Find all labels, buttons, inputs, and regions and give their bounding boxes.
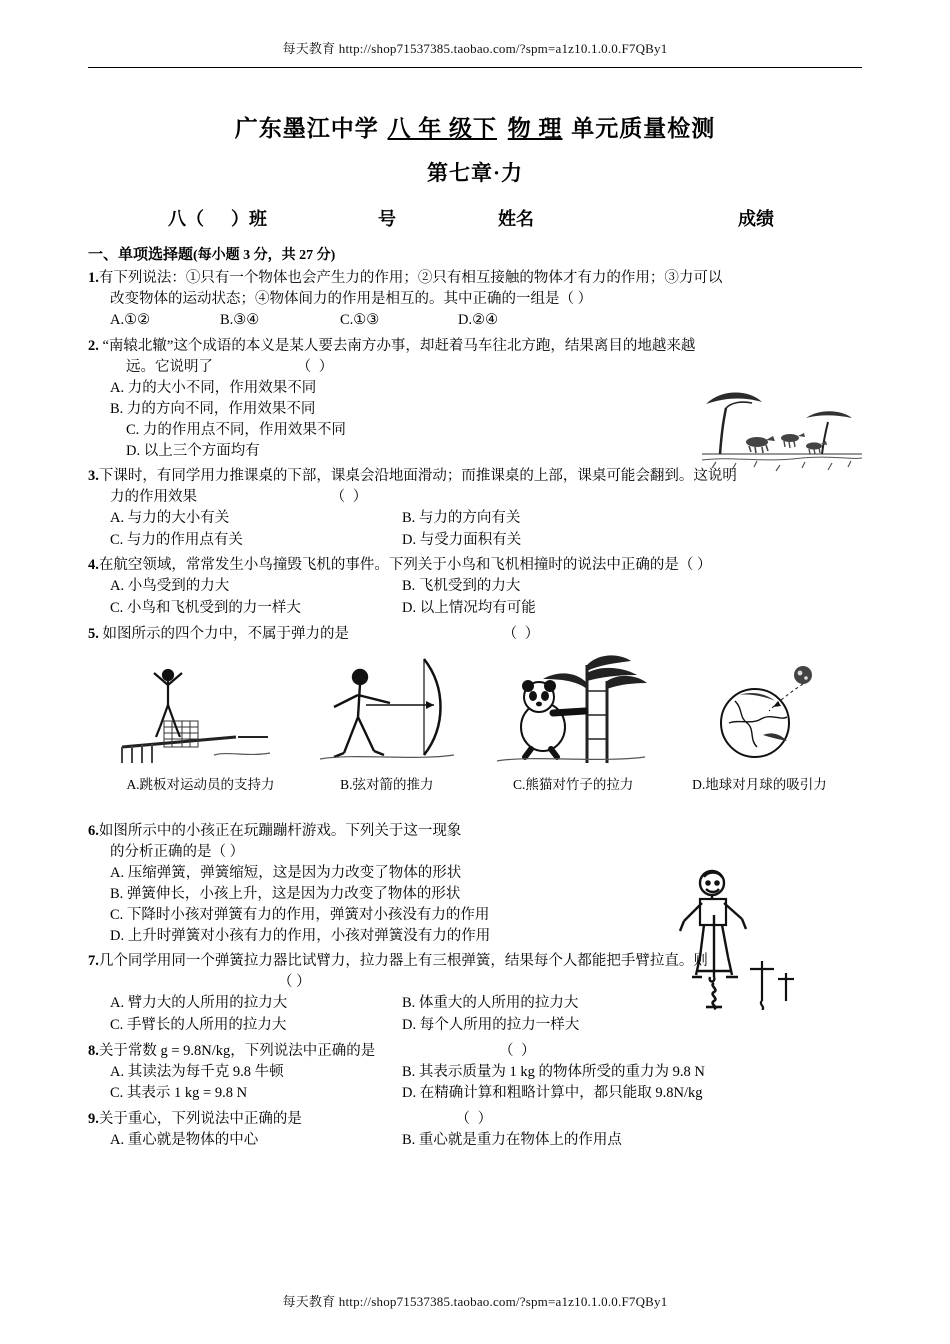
question-2-option-d[interactable]: D. 以上三个方面均有 <box>126 442 260 459</box>
question-9-options-row1 <box>88 1130 862 1152</box>
figure-diving-board <box>118 651 283 793</box>
question-1-option-d[interactable]: D.②④ <box>458 312 499 329</box>
score-field: 成绩 <box>738 209 774 229</box>
question-2-answer-blank[interactable]: （ ） <box>296 358 336 375</box>
question-1-option-c[interactable]: C.①③ <box>340 312 380 329</box>
question-9-stem: 关于重心，下列说法中正确的是 <box>98 1111 302 1128</box>
question-1-option-a[interactable]: A.①② <box>110 312 151 329</box>
question-6-stem-line2: 的分析正确的是（ ） <box>110 843 245 860</box>
question-6-number: 6. <box>88 822 99 839</box>
figure-d-caption: D.地球对月球的吸引力 <box>692 776 827 792</box>
question-7-answer-blank[interactable]: （ ） <box>278 974 311 991</box>
question-9-option-b[interactable]: B. 重心就是重力在物体上的作用点 <box>402 1132 622 1149</box>
question-1-number: 1. <box>88 270 99 286</box>
question-4-option-a[interactable]: A. 小鸟受到的力大 <box>110 578 230 595</box>
figure-c-caption: C.熊猫对竹子的拉力 <box>512 776 634 792</box>
figure-panda-bamboo <box>491 651 656 793</box>
class-field: 八（ ）班 <box>168 209 267 229</box>
question-5-number: 5. <box>88 625 99 642</box>
question-3-options-row1 <box>88 508 862 530</box>
question-1-stem-line2: 改变物体的运动状态；④物体间力的作用是相互的。其中正确的一组是（ ） <box>110 291 593 308</box>
savanna-illustration-svg <box>702 368 862 478</box>
question-2-option-b[interactable]: B. 力的方向不同，作用效果不同 <box>110 400 316 417</box>
question-3-answer-blank[interactable]: （ ） <box>330 488 370 505</box>
question-6-option-a[interactable]: A. 压缩弹簧，弹簧缩短，这是因为力改变了物体的形状 <box>110 864 462 881</box>
question-8-option-c[interactable]: C. 其表示 1 kg = 9.8 N <box>110 1085 248 1102</box>
title-school: 广东墨江中学 <box>234 116 379 141</box>
question-4-stem-line1: 在航空领域，常常发生小鸟撞毁飞机的事件。下列关于小鸟和飞机相撞时的说法中正确的是（ ） <box>98 557 712 574</box>
question-7-option-a[interactable]: A. 臂力大的人所用的拉力大 <box>110 995 288 1012</box>
question-8-option-b[interactable]: B. 其表示质量为 1 kg 的物体所受的重力为 9.8 N <box>402 1063 705 1080</box>
title-grade: 八 年 级下 <box>387 116 497 141</box>
question-7-option-d[interactable]: D. 每个人所用的拉力一样大 <box>402 1016 580 1033</box>
question-2-option-a[interactable]: A. 力的大小不同，作用效果不同 <box>110 379 317 396</box>
question-3-number: 3. <box>88 467 99 484</box>
question-7-options-row2 <box>88 1015 862 1037</box>
question-7-options-row1 <box>88 993 862 1015</box>
number-field: 号 <box>378 209 396 229</box>
question-3-option-a[interactable]: A. 与力的大小有关 <box>110 509 230 526</box>
question-6-option-c[interactable]: C. 下降时小孩对弹簧有力的作用，弹簧对小孩没有力的作用 <box>110 907 490 923</box>
question-4-options-row2 <box>88 598 862 620</box>
question-4-option-b[interactable]: B. 飞机受到的力大 <box>402 578 521 595</box>
question-8 <box>88 1041 862 1106</box>
question-8-option-a[interactable]: A. 其读法为每千克 9.8 牛顿 <box>110 1063 284 1080</box>
title-suffix: 单元质量检测 <box>571 116 716 141</box>
question-4-option-d[interactable]: D. 以上情况均有可能 <box>402 600 536 617</box>
question-7-stem-line1: 几个同学用同一个弹簧拉力器比试臂力，拉力器上有三根弹簧，结果每个人都能把手臂拉直。则 <box>98 953 708 970</box>
section-heading <box>88 243 862 264</box>
question-3-option-b[interactable]: B. 与力的方向有关 <box>402 509 521 526</box>
question-8-options-row1 <box>88 1062 862 1084</box>
question-5-figures <box>88 651 862 793</box>
question-1-option-b[interactable]: B.③④ <box>220 312 260 329</box>
figure-earth-moon-svg <box>677 651 837 771</box>
question-9-option-a[interactable]: A. 重心就是物体的中心 <box>110 1132 259 1149</box>
question-2-stem-text: 远。它说明了 <box>126 358 213 375</box>
page-title <box>88 110 862 143</box>
question-3-stem-text: 力的作用效果 <box>110 488 197 505</box>
question-6-option-d[interactable]: D. 上升时弹簧对小孩有力的作用，小孩对弹簧没有力的作用 <box>110 928 491 945</box>
question-9 <box>88 1109 862 1152</box>
question-3 <box>88 466 862 552</box>
section-label: 一、单项选择题 <box>88 247 194 263</box>
question-8-stem: 关于常数 g = 9.8N/kg，下列说法中正确的是 <box>98 1042 376 1059</box>
question-4-options-row1 <box>88 576 862 598</box>
figure-earth-moon <box>677 651 842 793</box>
question-3-options-row2 <box>88 530 862 552</box>
section-note: (每小题 3 分，共 27 分) <box>193 248 336 263</box>
figure-b-caption: B.弦对箭的推力 <box>340 776 434 792</box>
question-9-number: 9. <box>88 1111 99 1128</box>
question-7-option-c[interactable]: C. 手臂长的人所用的拉力大 <box>110 1016 287 1033</box>
question-7-option-b[interactable]: B. 体重大的人所用的拉力大 <box>402 995 579 1012</box>
student-info-row <box>88 205 862 231</box>
figure-a-caption: A.跳板对运动员的支持力 <box>126 776 275 792</box>
question-1 <box>88 268 862 332</box>
question-8-answer-blank[interactable]: （ ） <box>498 1042 538 1059</box>
question-4 <box>88 555 862 620</box>
question-5-answer-blank[interactable]: （ ） <box>502 625 542 642</box>
watermark-bottom: 每天教育 http://shop71537385.taobao.com/?spm=a1z10.1.0.0.F7QBy1 <box>282 1294 668 1309</box>
question-6-option-b[interactable]: B. 弹簧伸长，小孩上升，这是因为力改变了物体的形状 <box>110 885 461 902</box>
header-divider <box>88 67 862 68</box>
question-1-stem-line1: 有下列说法：①只有一个物体也会产生力的作用；②只有相互接触的物体才有力的作用；③力可以 <box>98 270 723 286</box>
question-1-options <box>88 310 862 332</box>
title-subject: 物 理 <box>507 116 563 141</box>
question-3-option-c[interactable]: C. 与力的作用点有关 <box>110 531 243 548</box>
question-5 <box>88 624 862 645</box>
question-4-number: 4. <box>88 557 99 574</box>
figure-panda-bamboo-svg <box>491 651 651 771</box>
question-2-option-c[interactable]: C. 力的作用点不同，作用效果不同 <box>126 421 346 438</box>
question-3-stem-line1: 下课时，有同学用力推课桌的下部，课桌会沿地面滑动；而推课桌的上部，课桌可能会翻到。这说明 <box>98 467 737 484</box>
question-3-stem-line2 <box>88 487 862 508</box>
question-2-stem-line1: “南辕北辙”这个成语的本义是某人要去南方办事，却赶着马车往北方跑，结果离目的地越来越 <box>102 337 696 354</box>
figure-bow-arrow <box>304 651 469 793</box>
question-7 <box>88 951 862 1037</box>
watermark-top: 每天教育 http://shop71537385.taobao.com/?spm=a1z10.1.0.0.F7QBy1 <box>282 41 668 56</box>
name-field: 姓名 <box>498 209 534 229</box>
question-8-options-row2 <box>88 1083 862 1105</box>
question-5-stem: 如图所示的四个力中，不属于弹力的是 <box>102 625 349 642</box>
savanna-illustration <box>702 368 862 478</box>
question-8-option-d[interactable]: D. 在精确计算和粗略计算中，都只能取 9.8N/kg <box>402 1085 703 1102</box>
question-2-number: 2. <box>88 337 99 354</box>
page-subtitle: 第七章·力 <box>426 161 523 185</box>
question-4-option-c[interactable]: C. 小鸟和飞机受到的力一样大 <box>110 600 301 617</box>
figure-bow-arrow-svg <box>304 651 464 771</box>
question-6-stem-line1: 如图所示中的小孩正在玩蹦蹦杆游戏。下列关于这一现象 <box>98 822 462 839</box>
figure-diving-board-svg <box>118 651 278 771</box>
question-7-number: 7. <box>88 953 99 970</box>
question-3-option-d[interactable]: D. 与受力面积有关 <box>402 531 522 548</box>
question-9-answer-blank[interactable]: （ ） <box>455 1111 495 1128</box>
question-8-number: 8. <box>88 1042 99 1059</box>
